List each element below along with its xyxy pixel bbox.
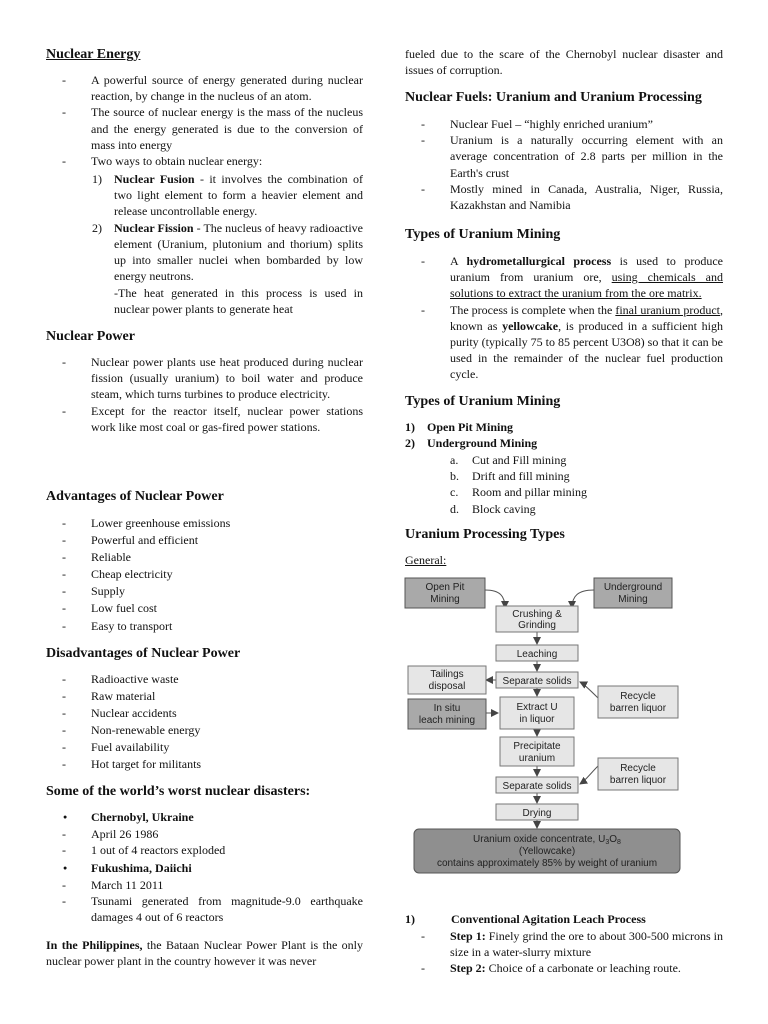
list-item: - Uranium is a naturally occurring element with an average concentration of 2.8 parts per million in the Earth's crust <box>405 132 723 181</box>
extract-box <box>500 697 574 729</box>
svg-text:Tailings: Tailings <box>430 669 464 680</box>
svg-text:Crushing &: Crushing & <box>512 609 562 620</box>
list-item: - March 11 2011 <box>46 877 363 893</box>
list-item: - The process is complete when the final uranium product, known as yellowcake, is produced in a sufficient high purity (typically 75 to 85 percent U3O8) so that it can be used in the remainder of the nuclear fuel production cycle. <box>405 302 723 383</box>
list-item: - 1 out of 4 reactors exploded <box>46 842 363 858</box>
list-item: - Radioactive waste <box>46 671 363 688</box>
svg-text:Drying: Drying <box>522 808 552 819</box>
separate-solids-box-1 <box>496 672 578 688</box>
list-item: - Powerful and efficient <box>46 532 363 549</box>
list-item: - A hydrometallurgical process is used to produce uranium from uranium ore, using chemicals and solutions to extract the uranium from the ore matrix. <box>405 253 723 302</box>
advantages-list <box>46 515 363 635</box>
conventional-steps-list <box>405 928 723 977</box>
svg-text:barren liquor: barren liquor <box>609 775 667 786</box>
philippines-paragraph: In the Philippines, the Bataan Nuclear Power Plant is the only nuclear power plant in the country however it was never <box>46 938 364 969</box>
leaching-box <box>496 645 578 661</box>
list-item: - Nuclear accidents <box>46 705 363 722</box>
svg-text:barren liquor: barren liquor <box>609 703 667 714</box>
underground-box <box>594 578 672 608</box>
list-item: 1) Nuclear Fusion - it involves the combination of two light element to form a heavier element and release uncontrollable energy. <box>92 172 363 219</box>
open-pit-box <box>405 578 485 608</box>
precipitate-box <box>500 737 574 766</box>
list-item: a. Cut and Fill mining <box>450 453 567 467</box>
svg-text:Open Pit: Open Pit <box>425 582 465 593</box>
list-item: - Low fuel cost <box>46 600 363 617</box>
advantages-heading: Advantages of Nuclear Power <box>46 488 224 504</box>
svg-text:in liquor: in liquor <box>519 714 555 725</box>
svg-text:Underground: Underground <box>603 582 663 593</box>
list-item: - Hot target for militants <box>46 756 363 773</box>
list-item: - Lower greenhouse emissions <box>46 515 363 532</box>
tailings-box <box>408 666 486 694</box>
continued-paragraph: fueled due to the scare of the Chernobyl nuclear disaster and issues of corruption. <box>405 47 723 78</box>
nuclear-fuels-heading: Nuclear Fuels: Uranium and Uranium Processing <box>405 89 702 105</box>
recycle-box-2 <box>598 758 678 790</box>
svg-text:Extract U: Extract U <box>516 702 558 713</box>
fukushima-bullet <box>46 860 363 876</box>
mining-types-heading-2: Types of Uranium Mining <box>405 393 561 409</box>
svg-text:Mining: Mining <box>430 594 460 605</box>
crushing-box <box>496 606 578 632</box>
list-item: 1) Open Pit Mining <box>405 420 514 434</box>
nuclear-energy-heading: Nuclear Energy <box>46 46 141 62</box>
recycle-box-1 <box>598 686 678 718</box>
uranium-processing-flowchart <box>400 570 690 882</box>
conventional-heading <box>405 911 723 927</box>
svg-text:contains approximately 85% by: contains approximately 85% by weight of uranium <box>436 858 658 869</box>
list-item: - The source of nuclear energy is the mass of the nucleus and the energy generated is due to the conversion of mass into energy <box>46 104 363 153</box>
list-item: c. Room and pillar mining <box>450 485 587 500</box>
chernobyl-bullet <box>46 809 363 825</box>
svg-text:Mining: Mining <box>618 594 648 605</box>
svg-text:In situ: In situ <box>433 703 461 714</box>
list-item: - Reliable <box>46 549 363 566</box>
nuclear-fuels-list <box>405 116 723 213</box>
mining-types-heading: Types of Uranium Mining <box>405 226 561 242</box>
conventional-title: 1) Conventional Agitation Leach Process <box>405 912 646 926</box>
disasters-heading: Some of the world’s worst nuclear disasters: <box>46 783 311 799</box>
general-label: General: <box>405 553 447 567</box>
svg-text:uranium: uranium <box>518 753 556 764</box>
list-item: - Non-renewable energy <box>46 722 363 739</box>
fukushima-list <box>46 877 363 926</box>
list-item: - Cheap electricity <box>46 566 363 583</box>
in-situ-box <box>408 699 486 729</box>
list-item: d. Block caving <box>450 501 536 516</box>
svg-text:Recycle: Recycle <box>620 763 656 774</box>
list-item: - Raw material <box>46 688 363 705</box>
list-item: - A powerful source of energy generated during nuclear reaction, by change in the nucleus of an atom. <box>46 72 363 104</box>
svg-text:(Yellowcake): (Yellowcake) <box>518 846 576 857</box>
processing-types-heading: Uranium Processing Types <box>405 526 565 542</box>
underground-methods-list <box>450 452 723 517</box>
svg-text:Separate solids: Separate solids <box>502 781 572 792</box>
hydrometallurgy-list <box>405 253 723 383</box>
nuclear-power-list <box>46 354 363 435</box>
mining-methods-list <box>405 419 723 451</box>
chernobyl-list <box>46 826 363 858</box>
list-item: 2) Nuclear Fission - The nucleus of heavy radioactive element (Uranium, plutonium and thorium) splits up into smaller nuclei when bombarded by low energy neutrons. <box>92 220 364 284</box>
list-item: - Easy to transport <box>46 618 363 635</box>
svg-text:Precipitate: Precipitate <box>513 741 561 752</box>
fusion-fission-list <box>92 171 363 284</box>
list-item: - Nuclear power plants use heat produced during nuclear fission (usually uranium) to boil water and produce steam, which turns turbines to produce electricity. <box>46 354 363 403</box>
list-item: - Fuel availability <box>46 739 363 756</box>
list-item: - Step 1: Finely grind the ore to about 300-500 microns in size in a water-slurry mixture <box>405 928 723 960</box>
list-item: 2) Underground Mining <box>405 436 538 451</box>
svg-text:leach mining: leach mining <box>418 715 476 726</box>
fission-note: -The heat generated in this process is used in nuclear power plants to generate heat <box>114 286 363 317</box>
list-item: - Tsunami generated from magnitude-9.0 earthquake damages 4 out of 6 reactors <box>46 893 363 925</box>
list-item: - Except for the reactor itself, nuclear power stations work like most coal or gas-fired power stations. <box>46 403 363 435</box>
nuclear-energy-list <box>46 72 363 169</box>
list-item: - Two ways to obtain nuclear energy: <box>46 153 363 169</box>
nuclear-power-heading: Nuclear Power <box>46 328 135 344</box>
uranium-oxide-box <box>414 829 680 873</box>
list-item: - Supply <box>46 583 363 600</box>
list-item: - Step 2: Choice of a carbonate or leaching route. <box>405 960 723 976</box>
list-item: ● Chernobyl, Ukraine <box>46 809 363 825</box>
svg-text:Separate solids: Separate solids <box>502 676 572 687</box>
separate-solids-box-2 <box>496 777 578 793</box>
disadvantages-heading: Disadvantages of Nuclear Power <box>46 645 241 661</box>
drying-box <box>496 804 578 820</box>
svg-text:disposal: disposal <box>428 681 466 692</box>
list-item: - April 26 1986 <box>46 826 363 842</box>
disadvantages-list <box>46 671 363 774</box>
svg-text:Leaching: Leaching <box>516 649 558 660</box>
list-item: - Nuclear Fuel – “highly enriched uranium” <box>405 116 723 132</box>
list-item: b. Drift and fill mining <box>450 469 570 484</box>
list-item: ● Fukushima, Daiichi <box>46 860 363 876</box>
svg-text:Uranium oxide concentrate, U3O: Uranium oxide concentrate, $U_3O_8$ <box>473 834 621 846</box>
list-item: - Mostly mined in Canada, Australia, Niger, Russia, Kazakhstan and Namibia <box>405 181 723 213</box>
svg-text:Grinding: Grinding <box>518 620 556 631</box>
svg-text:Recycle: Recycle <box>620 691 656 702</box>
